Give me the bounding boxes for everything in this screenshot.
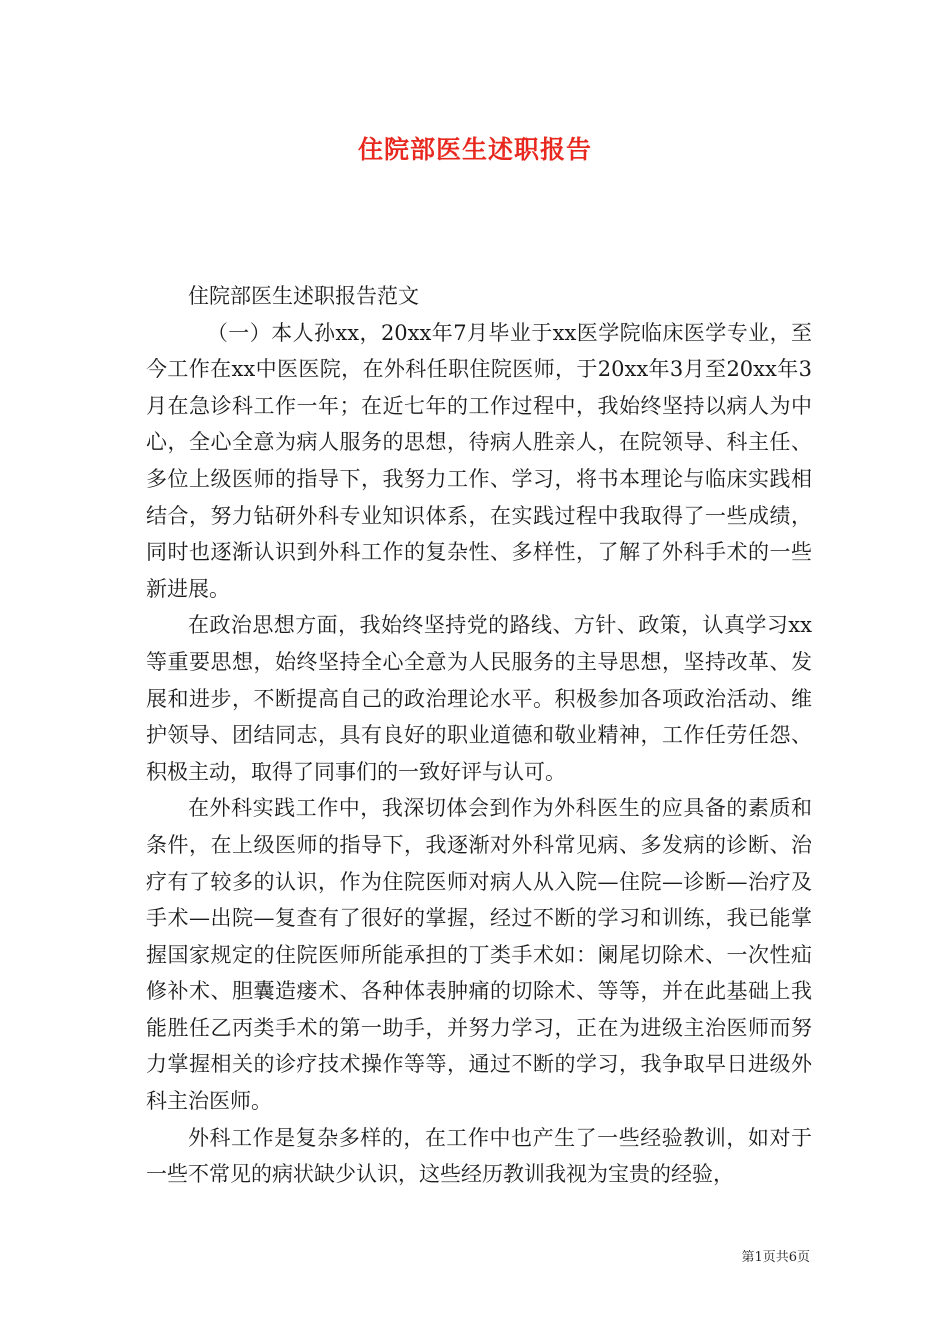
paragraph-2: 在政治思想方面，我始终坚持党的路线、方针、政策，认真学习xx等重要思想，始终坚持全心全意为人民服务的主导思想，坚持改革、发展和进步，不断提高自己的政治理论水平。积极参加各项政治活动、维护领导、团结同志，具有良好的职业道德和敬业精神，工作任劳任怨、积极主动，取得了同事们的一致好评与认可。 xyxy=(146,613,812,784)
paragraph-3: 在外科实践工作中，我深切体会到作为外科医生的应具备的素质和条件，在上级医师的指导下，我逐渐对外科常见病、多发病的诊断、治疗有了较多的认识，作为住院医师对病人从入院—住院—诊断—治疗及手术—出院—复查有了很好的掌握，经过不断的学习和训练，我已能掌握国家规定的住院医师所能承担的丁类手术如：阑尾切除术、一次性疝修补术、胆囊造瘘术、各种体表肿痛的切除术、等等，并在此基础上我能胜任乙丙类手术的第一助手，并努力学习，正在为进级主治医师而努力掌握相关的诊疗技术操作等等，通过不断的学习，我争取早日进级外科主治医师。 xyxy=(146,796,812,1114)
paragraph-heading: 住院部医生述职报告范文 xyxy=(188,284,419,308)
paragraph-4: 外科工作是复杂多样的，在工作中也产生了一些经验教训，如对于一些不常见的病状缺少认识，这些经历教训我视为宝贵的经验， xyxy=(146,1125,812,1187)
page-number: 第1页共6页 xyxy=(741,1250,810,1265)
document-title: 住院部医生述职报告 xyxy=(357,135,592,164)
document-body xyxy=(146,278,812,1193)
paragraph-1: （一）本人孙xx，20xx年7月毕业于xx医学院临床医学专业，至今工作在xx中医医院，在外科任职住院医师，于20xx年3月至20xx年3月在急诊科工作一年；在近七年的工作过程中，我始终坚持以病人为中心，全心全意为病人服务的思想，待病人胜亲人，在院领导、科主任、多位上级医师的指导下，我努力工作、学习，将书本理论与临床实践相结合，努力钻研外科专业知识体系，在实践过程中我取得了一些成绩，同时也逐渐认识到外科工作的复杂性、多样性，了解了外科手术的一些新进展。 xyxy=(146,320,812,601)
